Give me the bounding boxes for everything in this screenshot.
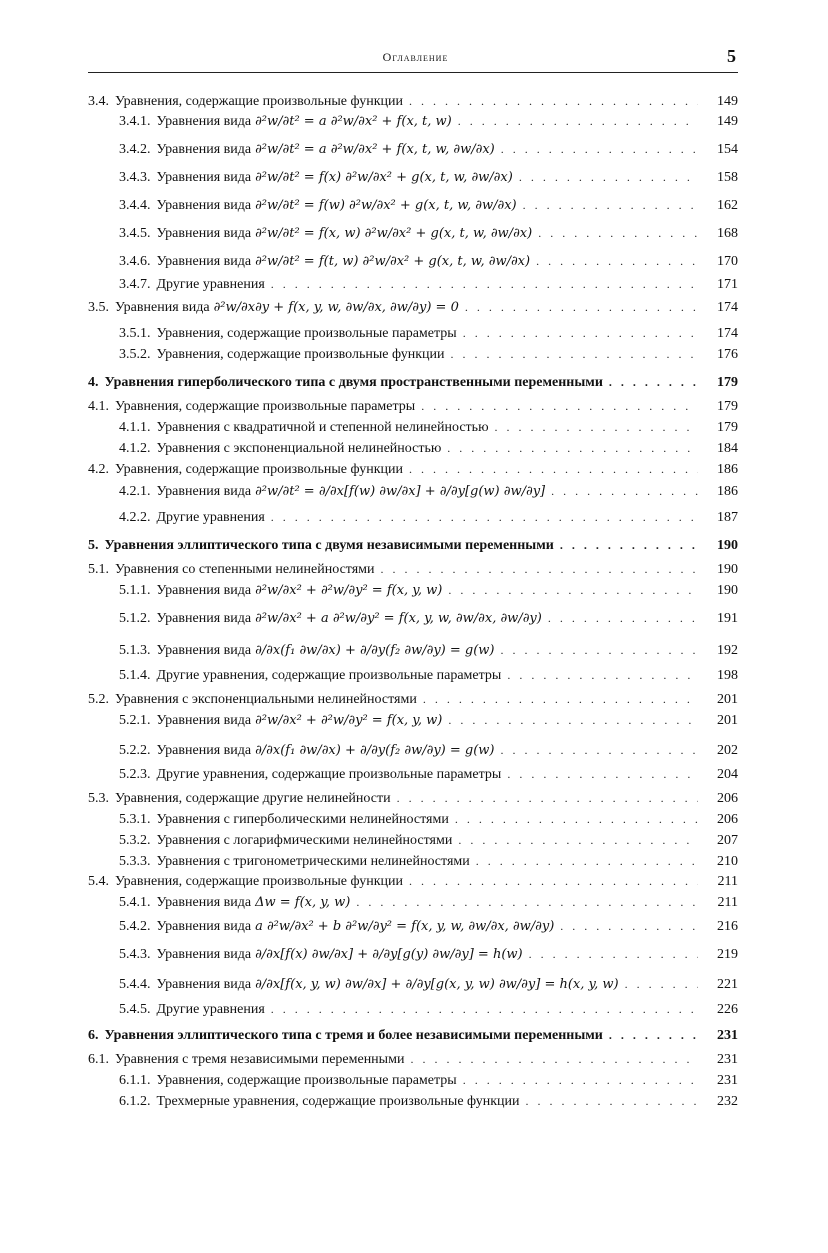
- toc-leader-dots: [526, 1092, 698, 1110]
- toc-entry[interactable]: [88, 810, 738, 829]
- running-header-page-number: 5: [727, 46, 736, 66]
- toc-entry-number: 3.4.6.: [119, 254, 151, 269]
- toc-entry-title-text: Уравнения с экспоненциальными нелинейностями: [115, 692, 417, 707]
- toc-leader-dots: [271, 508, 698, 526]
- toc-entry-page: 221: [717, 977, 738, 992]
- toc-entry-title-text: Уравнения, содержащие произвольные параметры: [156, 1073, 457, 1088]
- toc-leader-dots: [519, 168, 698, 186]
- toc-entry[interactable]: [88, 1071, 738, 1090]
- toc-entry-title-text: Уравнения с логарифмическими нелинейностями: [156, 833, 453, 848]
- toc-entry-number: 5.2.2.: [119, 743, 151, 758]
- toc-entry[interactable]: [88, 224, 738, 243]
- toc-entry-title-text: Уравнения вида: [156, 643, 252, 658]
- toc-entry[interactable]: [88, 482, 738, 501]
- toc-leader-dots: [560, 917, 698, 935]
- toc-entry-title-text: Уравнения гиперболического типа с двумя пространственными переменными: [104, 375, 603, 390]
- toc-entry-page: 187: [717, 510, 738, 525]
- toc-entry-title: [115, 691, 417, 709]
- toc-entry-number: 5.1.4.: [119, 668, 151, 683]
- toc-entry[interactable]: [88, 581, 738, 600]
- toc-entry-title-text: Уравнения вида: [156, 484, 252, 499]
- toc-entry[interactable]: [88, 439, 738, 458]
- toc-entry[interactable]: [88, 872, 738, 891]
- toc-entry-title: [157, 832, 453, 850]
- toc-leader-dots: [536, 252, 698, 270]
- toc-entry-title: [115, 1051, 404, 1069]
- toc-entry[interactable]: [88, 975, 738, 994]
- toc-entry-title: [105, 1027, 603, 1045]
- toc-entry[interactable]: [88, 831, 738, 850]
- toc-entry-title-text: Уравнения вида: [156, 743, 252, 758]
- toc-entry-page: 198: [717, 668, 738, 683]
- toc-entry-formula: ∂²w/∂x² + ∂²w/∂y² = f(x, y, w): [255, 583, 443, 598]
- toc-entry-title: [157, 642, 495, 660]
- toc-entry-page: 191: [717, 611, 738, 626]
- toc-entry-title: [157, 276, 265, 294]
- toc-entry[interactable]: [88, 690, 738, 709]
- toc-entry-page: 174: [717, 326, 738, 341]
- toc-entry-title: [157, 197, 517, 215]
- toc-entry-page: 176: [717, 347, 738, 362]
- toc-entry-page: 226: [717, 1002, 738, 1017]
- toc-entry-formula: ∂/∂x[f(x, y, w) ∂w/∂x] + ∂/∂y[g(x, y, w) ∂w/∂y] = h(x, y, w): [255, 977, 619, 992]
- toc-entry-title-text: Уравнения, содержащие произвольные функции: [115, 874, 403, 889]
- toc-entry[interactable]: [88, 418, 738, 437]
- toc-leader-dots: [465, 298, 698, 316]
- toc-entry-number: 3.5.1.: [119, 326, 151, 341]
- toc-entry-number: 3.4.: [88, 94, 109, 109]
- toc-entry-title-text: Уравнения эллиптического типа с тремя и более независимыми переменными: [104, 1028, 603, 1043]
- toc-entry-page: 210: [717, 854, 738, 869]
- toc-entry-page: 186: [717, 462, 738, 477]
- toc-entry-page: 207: [717, 833, 738, 848]
- toc-entry-title: [157, 918, 555, 936]
- toc-entry[interactable]: [88, 1050, 738, 1069]
- toc-leader-dots: [271, 275, 698, 293]
- toc-entry-formula: ∂/∂x(f₁ ∂w/∂x) + ∂/∂y(f₂ ∂w/∂y) = g(w): [255, 643, 495, 658]
- toc-entry-number: 5.2.: [88, 692, 109, 707]
- toc-entry-formula: ∂/∂x(f₁ ∂w/∂x) + ∂/∂y(f₂ ∂w/∂y) = g(w): [255, 743, 495, 758]
- toc-entry-title-text: Уравнения, содержащие другие нелинейности: [115, 791, 391, 806]
- toc-leader-dots: [409, 872, 698, 890]
- toc-entry-title-text: Уравнения вида: [156, 170, 252, 185]
- toc-entry-title: [157, 509, 265, 527]
- toc-entry-title-text: Уравнения вида: [156, 114, 252, 129]
- toc-entry-title: [115, 873, 403, 891]
- toc-entry[interactable]: [88, 196, 738, 215]
- toc-entry[interactable]: [88, 275, 738, 294]
- toc-entry[interactable]: [88, 711, 738, 730]
- toc-entry-title-text: Уравнения вида: [156, 254, 252, 269]
- toc-entry-title-text: Уравнения с тремя независимыми переменными: [115, 1052, 405, 1067]
- toc-leader-dots: [271, 1000, 698, 1018]
- toc-entry-page: 149: [717, 94, 738, 109]
- toc-entry-title: [157, 113, 452, 131]
- toc-entry-title: [157, 483, 546, 501]
- toc-leader-dots: [609, 373, 698, 391]
- toc-entry-formula: ∂²w/∂t² = f(t, w) ∂²w/∂x² + g(x, t, w, ∂w/∂x): [255, 254, 531, 269]
- toc-entry-formula: ∂²w/∂t² = f(x, w) ∂²w/∂x² + g(x, t, w, ∂w/∂x): [255, 226, 533, 241]
- toc-leader-dots: [501, 140, 698, 158]
- toc-entry-title: [157, 225, 533, 243]
- toc-entry-formula: ∂²w/∂x² + ∂²w/∂y² = f(x, y, w): [255, 713, 443, 728]
- toc-entry[interactable]: [88, 460, 738, 479]
- toc-leader-dots: [447, 439, 698, 457]
- toc-leader-dots: [397, 789, 698, 807]
- toc-entry-title-text: Другие уравнения: [156, 510, 265, 525]
- toc-entry-number: 4.1.1.: [119, 420, 151, 435]
- toc-entry-title-text: Трехмерные уравнения, содержащие произвольные функции: [156, 1094, 520, 1109]
- toc-entry-title: [157, 712, 443, 730]
- toc-entry-title-text: Уравнения, содержащие произвольные функции: [156, 347, 445, 362]
- toc-leader-dots: [463, 1071, 698, 1089]
- toc-entry-page: 149: [717, 114, 738, 129]
- toc-entry-number: 4.: [88, 375, 99, 390]
- toc-entry-formula: ∂²w/∂t² = a ∂²w/∂x² + f(x, t, w, ∂w/∂x): [255, 142, 495, 157]
- toc-entry-number: 5.3.2.: [119, 833, 151, 848]
- toc-leader-dots: [523, 196, 698, 214]
- toc-entry-title: [157, 742, 495, 760]
- toc-entry-title: [157, 582, 443, 600]
- toc-entry-title: [157, 169, 513, 187]
- toc-entry-page: 179: [717, 375, 738, 390]
- toc-entry-title-text: Уравнения вида: [156, 226, 252, 241]
- toc-entry-number: 5.2.3.: [119, 767, 151, 782]
- toc-leader-dots: [423, 690, 698, 708]
- toc-entry-formula: a ∂²w/∂x² + b ∂²w/∂y² = f(x, y, w, ∂w/∂x, ∂w/∂y): [255, 919, 555, 934]
- toc-entry-title-text: Уравнения, содержащие произвольные функции: [115, 94, 403, 109]
- toc-entry-title: [105, 537, 554, 555]
- toc-entry[interactable]: [88, 741, 738, 760]
- toc-entry-page: 231: [717, 1028, 738, 1043]
- toc-entry-title-text: Уравнения вида: [156, 977, 252, 992]
- toc-entry-title: [157, 419, 489, 437]
- toc-entry-page: 174: [717, 300, 738, 315]
- toc-entry[interactable]: [88, 373, 738, 392]
- toc-entry-number: 5.1.: [88, 562, 109, 577]
- toc-entry[interactable]: [88, 917, 738, 936]
- toc-entry-title: [157, 1001, 265, 1019]
- toc-entry-number: 5.4.4.: [119, 977, 151, 992]
- toc-entry-number: 4.2.2.: [119, 510, 151, 525]
- toc-entry-page: 192: [717, 643, 738, 658]
- toc-entry[interactable]: [88, 852, 738, 871]
- toc-entry-title: [157, 667, 502, 685]
- toc-entry-number: 5.2.1.: [119, 713, 151, 728]
- toc-leader-dots: [409, 460, 698, 478]
- toc-entry-number: 5.1.3.: [119, 643, 151, 658]
- toc-entry[interactable]: [88, 893, 738, 912]
- toc-entry-page: 171: [717, 277, 738, 292]
- toc-entry-page: 232: [717, 1094, 738, 1109]
- toc-entry-page: 231: [717, 1052, 738, 1067]
- toc-entry-number: 6.1.1.: [119, 1073, 151, 1088]
- toc-entry-page: 158: [717, 170, 738, 185]
- toc-entry-number: 3.4.7.: [119, 277, 151, 292]
- toc-leader-dots: [538, 224, 698, 242]
- toc-entry-title: [157, 811, 449, 829]
- toc-leader-dots: [507, 765, 698, 783]
- toc-entry-title: [157, 976, 619, 994]
- toc-entry-number: 3.4.4.: [119, 198, 151, 213]
- toc-entry-title: [115, 299, 459, 317]
- toc-leader-dots: [463, 324, 698, 342]
- toc-entry-title: [115, 461, 403, 479]
- toc-entry[interactable]: [88, 92, 738, 111]
- toc-leader-dots: [458, 112, 698, 130]
- toc-leader-dots: [507, 666, 698, 684]
- toc-entry-page: 190: [717, 538, 738, 553]
- toc-entry-number: 5.4.: [88, 874, 109, 889]
- toc-entry[interactable]: [88, 945, 738, 964]
- toc-entry[interactable]: [88, 508, 738, 527]
- toc-entry-title: [105, 374, 603, 392]
- toc-entry-title: [157, 346, 445, 364]
- toc-entry[interactable]: [88, 789, 738, 808]
- toc-entry-title: [157, 325, 457, 343]
- toc-entry-title: [157, 946, 523, 964]
- toc-entry-title-text: Уравнения с гиперболическими нелинейностями: [156, 812, 449, 827]
- toc-entry-title-text: Уравнения эллиптического типа с двумя независимыми переменными: [104, 538, 554, 553]
- toc-entry-page: 219: [717, 947, 738, 962]
- toc-entry-page: 154: [717, 142, 738, 157]
- toc-entry-title: [157, 894, 351, 912]
- toc-entry-formula: Δw = f(x, y, w): [255, 895, 351, 910]
- toc-entry-title-text: Уравнения с квадратичной и степенной нелинейностью: [156, 420, 489, 435]
- toc-entry-formula: ∂/∂x[f(x) ∂w/∂x] + ∂/∂y[g(y) ∂w/∂y] = h(w): [255, 947, 523, 962]
- header-rule: [88, 72, 738, 73]
- toc-entry-number: 4.1.2.: [119, 441, 151, 456]
- toc-entry-title: [115, 561, 375, 579]
- toc-entry-page: 201: [717, 692, 738, 707]
- toc-entry-number: 5.1.1.: [119, 583, 151, 598]
- toc-entry-title: [157, 853, 470, 871]
- toc-entry-number: 4.2.1.: [119, 484, 151, 499]
- toc-entry-title: [115, 93, 403, 111]
- toc-entry-title-text: Уравнения, содержащие произвольные параметры: [156, 326, 457, 341]
- toc-entry-page: 184: [717, 441, 738, 456]
- toc-entry-title-text: Уравнения вида: [156, 713, 252, 728]
- toc-entry-number: 5.4.2.: [119, 919, 151, 934]
- toc-entry-page: 190: [717, 583, 738, 598]
- toc-entry-title: [157, 1093, 520, 1111]
- toc-entry-title-text: Уравнения, содержащие произвольные параметры: [115, 399, 416, 414]
- toc-entry-title: [157, 610, 542, 628]
- running-header-title: Оглавление: [382, 50, 449, 64]
- toc-entry-formula: ∂²w/∂x² + a ∂²w/∂y² = f(x, y, w, ∂w/∂x, ∂w/∂y): [255, 611, 542, 626]
- toc-entry-title: [157, 440, 442, 458]
- toc-entry-number: 5.4.3.: [119, 947, 151, 962]
- toc-entry[interactable]: [88, 765, 738, 784]
- toc-leader-dots: [448, 581, 698, 599]
- toc-entry-number: 5.3.3.: [119, 854, 151, 869]
- toc-entry[interactable]: [88, 609, 738, 628]
- toc-entry-page: 202: [717, 743, 738, 758]
- toc-entry-title-text: Уравнения вида: [156, 895, 252, 910]
- toc-entry-number: 5.: [88, 538, 99, 553]
- toc-entry[interactable]: [88, 252, 738, 271]
- toc-entry-title-text: Уравнения вида: [156, 611, 252, 626]
- toc-entry[interactable]: [88, 641, 738, 660]
- toc-entry[interactable]: [88, 140, 738, 159]
- toc-entry-title-text: Уравнения вида: [156, 142, 252, 157]
- toc-leader-dots: [560, 536, 698, 554]
- toc-entry-page: 170: [717, 254, 738, 269]
- toc-entry[interactable]: [88, 168, 738, 187]
- toc-entry-title-text: Другие уравнения, содержащие произвольные параметры: [156, 767, 502, 782]
- toc-entry-number: 3.4.3.: [119, 170, 151, 185]
- toc-entry-title-text: Уравнения вида: [156, 919, 252, 934]
- toc-entry[interactable]: [88, 298, 738, 317]
- toc-leader-dots: [548, 609, 698, 627]
- toc-entry[interactable]: [88, 560, 738, 579]
- toc-entry-number: 3.4.5.: [119, 226, 151, 241]
- toc-entry-page: 211: [717, 874, 738, 889]
- toc-entry-page: 162: [717, 198, 738, 213]
- toc-entry-formula: ∂²w/∂t² = ∂/∂x[f(w) ∂w/∂x] + ∂/∂y[g(w) ∂w/∂y]: [255, 484, 546, 499]
- toc-entry-title-text: Уравнения с тригонометрическими нелинейностями: [156, 854, 470, 869]
- toc-entry-title-text: Уравнения вида: [156, 198, 252, 213]
- toc-leader-dots: [495, 418, 698, 436]
- toc-entry-page: 211: [717, 895, 738, 910]
- toc-entry[interactable]: [88, 1026, 738, 1045]
- toc-entry-title-text: Другие уравнения, содержащие произвольные параметры: [156, 668, 502, 683]
- toc-entry-title-text: Уравнения вида: [156, 583, 252, 598]
- toc-entry-title-text: Уравнения, содержащие произвольные функции: [115, 462, 403, 477]
- toc-entry[interactable]: [88, 666, 738, 685]
- toc-entry-formula: ∂²w/∂t² = f(x) ∂²w/∂x² + g(x, t, w, ∂w/∂x): [255, 170, 513, 185]
- toc-entry-number: 4.1.: [88, 399, 109, 414]
- toc-entry-number: 3.4.2.: [119, 142, 151, 157]
- toc-entry-page: 190: [717, 562, 738, 577]
- toc-entry-title-text: Уравнения с экспоненциальной нелинейностью: [156, 441, 442, 456]
- toc-entry-page: 179: [717, 399, 738, 414]
- toc-entry-title-text: Уравнения со степенными нелинейностями: [115, 562, 375, 577]
- toc-entry-number: 6.: [88, 1028, 99, 1043]
- toc-leader-dots: [455, 810, 698, 828]
- toc-entry-title: [157, 766, 502, 784]
- toc-entry-formula: ∂²w/∂t² = f(w) ∂²w/∂x² + g(x, t, w, ∂w/∂x): [255, 198, 517, 213]
- toc-entry-title: [157, 1072, 457, 1090]
- toc-entry[interactable]: [88, 1092, 738, 1111]
- toc-entry[interactable]: [88, 1000, 738, 1019]
- toc-entry-title: [115, 790, 391, 808]
- toc-entry-number: 5.3.1.: [119, 812, 151, 827]
- toc-entry[interactable]: [88, 324, 738, 343]
- toc-entry-title-text: Другие уравнения: [156, 277, 265, 292]
- toc-entry-number: 3.4.1.: [119, 114, 151, 129]
- toc-leader-dots: [476, 852, 698, 870]
- toc-entry-number: 6.1.2.: [119, 1094, 151, 1109]
- toc-leader-dots: [409, 92, 698, 110]
- toc-leader-dots: [625, 975, 698, 993]
- toc-entry-number: 5.1.2.: [119, 611, 151, 626]
- toc-entry-formula: ∂²w/∂t² = a ∂²w/∂x² + f(x, t, w): [255, 114, 452, 129]
- toc-entry-page: 206: [717, 812, 738, 827]
- toc-entry-number: 3.5.2.: [119, 347, 151, 362]
- toc-entry-page: 216: [717, 919, 738, 934]
- toc-entry-title: [115, 398, 415, 416]
- toc-entry-title: [157, 253, 531, 271]
- toc-entry-title-text: Уравнения вида: [115, 300, 210, 315]
- toc-entry-number: 6.1.: [88, 1052, 109, 1067]
- toc-entry-title-text: Уравнения вида: [156, 947, 252, 962]
- toc-leader-dots: [529, 945, 698, 963]
- toc-entry-page: 231: [717, 1073, 738, 1088]
- toc-entry-page: 179: [717, 420, 738, 435]
- toc-entry-number: 5.4.5.: [119, 1002, 151, 1017]
- toc-leader-dots: [551, 482, 698, 500]
- toc-entry-page: 168: [717, 226, 738, 241]
- toc-entry-page: 201: [717, 713, 738, 728]
- toc-entry-page: 186: [717, 484, 738, 499]
- toc-leader-dots: [421, 397, 698, 415]
- toc-entry-page: 206: [717, 791, 738, 806]
- toc-entry[interactable]: [88, 397, 738, 416]
- toc-leader-dots: [458, 831, 698, 849]
- toc-entry-number: 4.2.: [88, 462, 109, 477]
- toc-entry-number: 5.3.: [88, 791, 109, 806]
- toc-leader-dots: [448, 711, 698, 729]
- toc-leader-dots: [381, 560, 698, 578]
- toc-entry-title: [157, 141, 495, 159]
- toc-leader-dots: [410, 1050, 698, 1068]
- toc-entry-number: 3.5.: [88, 300, 109, 315]
- toc-entry[interactable]: [88, 536, 738, 555]
- toc-entry[interactable]: [88, 112, 738, 131]
- toc-entry-title-text: Другие уравнения: [156, 1002, 265, 1017]
- toc-leader-dots: [609, 1026, 698, 1044]
- toc-entry-page: 204: [717, 767, 738, 782]
- toc-entry-number: 5.4.1.: [119, 895, 151, 910]
- toc-leader-dots: [501, 641, 699, 659]
- toc-leader-dots: [450, 345, 698, 363]
- toc-entry[interactable]: [88, 345, 738, 364]
- toc-entry-formula: ∂²w/∂x∂y + f(x, y, w, ∂w/∂x, ∂w/∂y) = 0: [213, 300, 459, 315]
- toc-leader-dots: [501, 741, 699, 759]
- toc-leader-dots: [356, 893, 698, 911]
